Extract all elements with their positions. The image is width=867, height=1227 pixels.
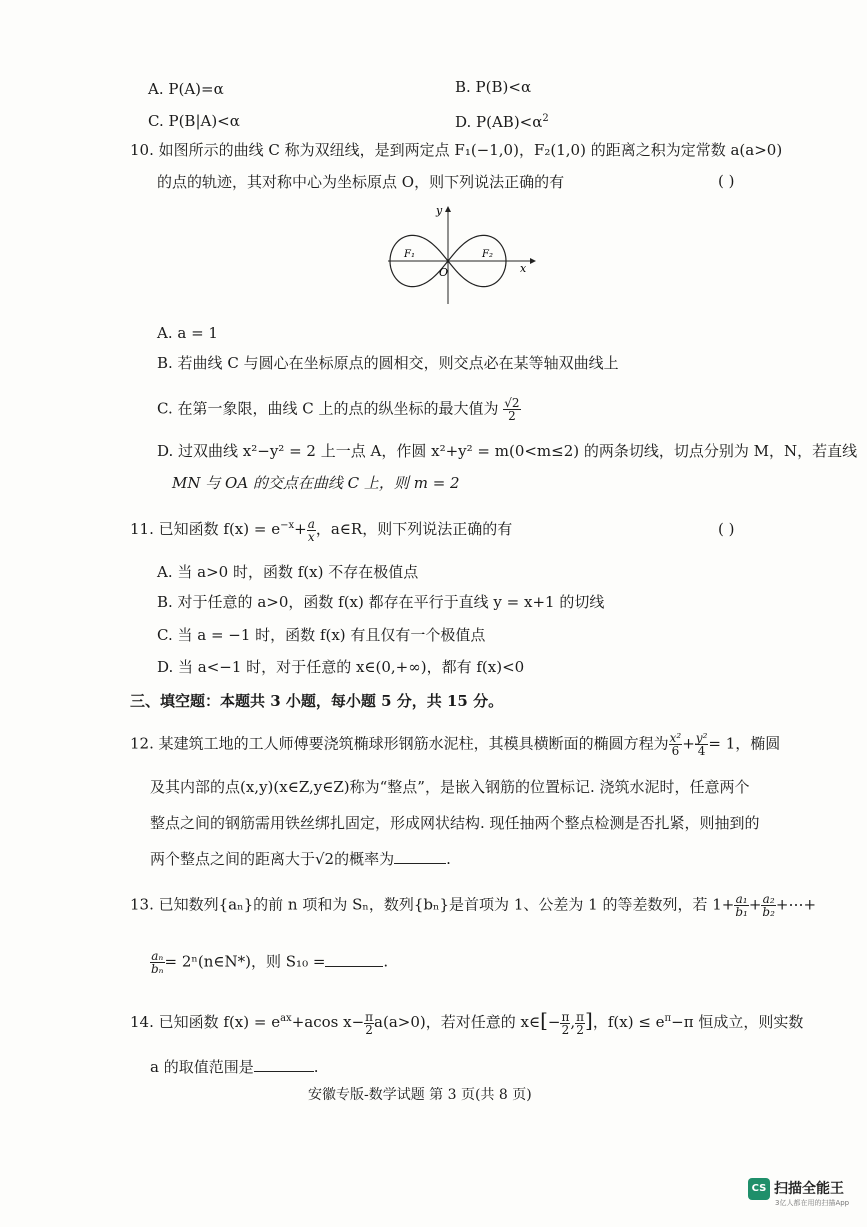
lemniscate-figure — [380, 200, 540, 310]
f1-label: F₁ — [404, 249, 415, 260]
x-axis-label: x — [520, 262, 527, 275]
section-3-heading: 三、填空题：本题共 3 小题，每小题 5 分，共 15 分。 — [130, 692, 504, 710]
q11-answer-bracket: ( ) — [718, 520, 735, 538]
q10-option-d-line1: D. 过双曲线 x²−y² = 2 上一点 A，作圆 x²+y² = m(0<m≤2) 的两条切线，切点分别为 M，N，若直线 — [157, 442, 858, 460]
q11-stem: 11. 已知函数 $f(x) = e^{-x}+$ $\frac{a}{x}$ ，a∈R，则下列说法正确的有 — [130, 516, 513, 544]
q10-option-c: C. 在第一象限，曲线 C 上的点的纵坐标的最大值为 $\frac{√2}{2}$ — [157, 396, 520, 423]
q9-option-b: B. P(B)<α — [455, 78, 532, 96]
camscanner-tagline: 3亿人都在用的扫描App — [775, 1199, 850, 1207]
q12-line1: 12. 某建筑工地的工人师傅要浇筑椭球形钢筋水泥柱，其模具横断面的椭圆方程为 $\frac{\text{x²}}{6}$ + $\frac{\text{y²}}{4}$ = 1，椭圆 — [130, 731, 781, 758]
camscanner-name: 扫描全能王 — [774, 1181, 844, 1197]
q10-option-b: B. 若曲线 C 与圆心在坐标原点的圆相交，则交点必在某等轴双曲线上 — [157, 354, 619, 372]
q9-option-c: C. P(B|A)<α — [148, 112, 240, 130]
q12-line3: 整点之间的钢筋需用铁丝绑扎固定，形成网状结构. 现任抽两个整点检测是否扎紧，则抽到的 — [150, 814, 760, 832]
y-axis-label: y — [436, 204, 443, 217]
page-footer: 安徽专版-数学试题 第 3 页(共 8 页) — [308, 1087, 532, 1103]
q12-line2: 及其内部的点(x,y)(x∈Z,y∈Z)称为“整点”，是嵌入钢筋的位置标记. 浇筑水泥时，任意两个 — [150, 778, 750, 796]
q10-option-d-line2: MN 与 OA 的交点在曲线 C 上，则 m = 2 — [172, 474, 460, 492]
q10-stem-line2: 的点的轨迹，其对称中心为坐标原点 O，则下列说法正确的有 — [157, 173, 565, 191]
q13-line1: 13. 已知数列{aₙ}的前 n 项和为 Sₙ，数列{bₙ}是首项为 1、公差为 1 的等差数列，若 1+ $\frac{\text{a₁}}{\text{b₁}}$ + $\frac{\text{a₂}}{\text{b₂}}$ +⋯+ — [130, 892, 817, 919]
x-axis-arrow — [530, 258, 536, 264]
q10-option-a: A. a = 1 — [157, 324, 218, 342]
q14-line1: 14. 已知函数 $f(x) = e^{ax}+acos$ x− $\frac{\pi}{2}$ a(a>0)，若对任意的 x∈[− $\frac{\pi}{2}$ , $\frac{\pi}{2}$ ]，$f(x) \le e^\pi-\pi$ 恒成立，则实数 — [130, 1008, 804, 1037]
q11-option-d: D. 当 a<−1 时，对于任意的 x∈(0,+∞)，都有 f(x)<0 — [157, 658, 525, 676]
q11-option-c: C. 当 a = −1 时，函数 f(x) 有且仅有一个极值点 — [157, 626, 486, 644]
q14-line2: a 的取值范围是 . — [150, 1058, 319, 1076]
q14-answer-blank[interactable] — [254, 1057, 314, 1072]
y-axis-arrow — [445, 206, 451, 212]
q10-answer-bracket: ( ) — [718, 172, 735, 190]
camscanner-logo-icon: CS — [748, 1178, 770, 1200]
origin-label: O — [439, 266, 449, 279]
q10-stem-line1: 10. 如图所示的曲线 C 称为双纽线，是到两定点 F₁(−1,0)，F₂(1,0) 的距离之积为定常数 a(a>0) — [130, 141, 783, 159]
q11-option-a: A. 当 a>0 时，函数 f(x) 不存在极值点 — [157, 563, 419, 581]
q13-answer-blank[interactable] — [325, 952, 383, 967]
q9-option-d: D. $P(AB)<\alpha^2$ — [455, 113, 549, 131]
q11-option-b: B. 对于任意的 a>0，函数 f(x) 都存在平行于直线 y = x+1 的切线 — [157, 593, 605, 611]
q12-line4: 两个整点之间的距离大于√2的概率为 . — [150, 850, 451, 868]
f2-label: F₂ — [482, 249, 493, 260]
q13-line2: $\frac{\text{aₙ}}{\text{bₙ}}$ = 2ⁿ(n∈N*)，则 S₁₀ = . — [151, 949, 389, 976]
q9-option-a: A. P(A)=α — [148, 80, 224, 98]
q12-answer-blank[interactable] — [394, 849, 446, 864]
